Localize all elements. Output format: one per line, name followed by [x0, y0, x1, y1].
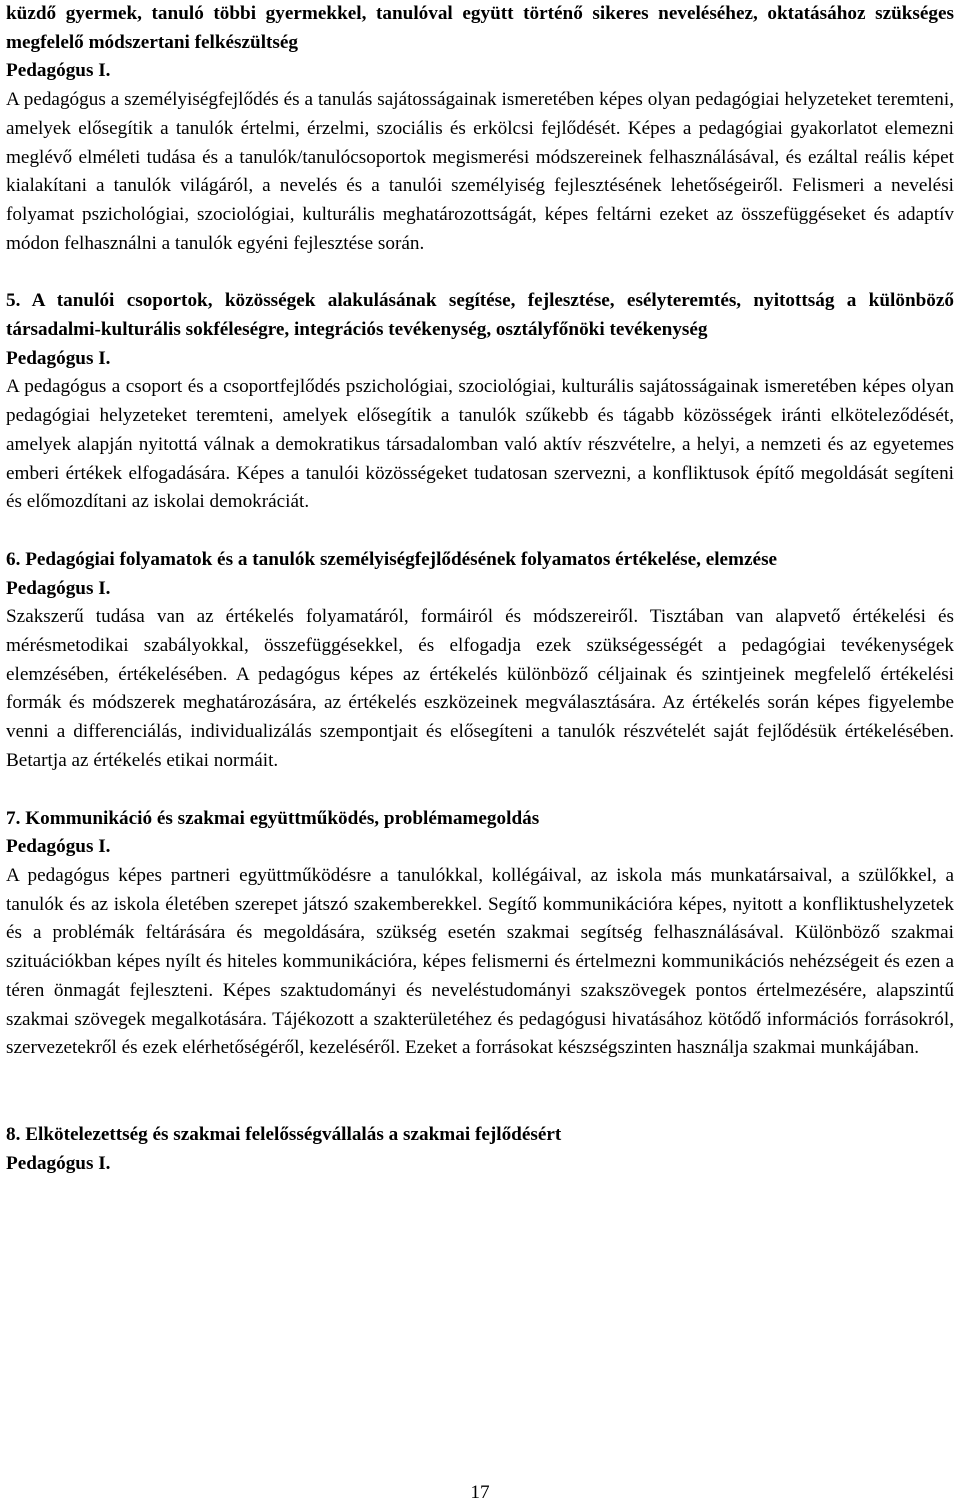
section-7-heading: 7. Kommunikáció és szakmai együttműködés, problémamegoldás [6, 807, 540, 829]
page-number: 17 [470, 1482, 490, 1503]
intro-body: A pedagógus a személyiségfejlődés és a tanulás sajátosságainak ismeretében képes olyan pedagógiai helyzeteket teremteni, amelyek elősegítik a tanulók értelmi, érzelmi, szociális és erkölcsi fejlődését. Képes a pedagógiai gyakorlatot elemezni meglévő elméleti tudása és a tanulók/tanulócsoportok megismerési módszereinek felhasználásával, és ezáltal reális képet kialakítani a tanulók világáról, a nevelés és a tanulói személyiség fejlesztésének lehetőségeiről. Felismeri a nevelési folyamat pszichológiai, szociológiai, kulturális meghatározottságát, képes feltárni ezeket az összefüggéseket és adaptív módon felhasználni a tanulók egyéni fejlesztése során. [6, 89, 954, 254]
spacer [6, 776, 954, 805]
section-6-body: Szakszerű tudása van az értékelés folyamatáról, formáiról és módszereiről. Tisztában van alapvető értékelési és mérésmetodikai szabályokkal, összefüggésekkel, és elfogadja ezek szükségességét a pedagógiai tevékenységek elemzésében, értékelésében. A pedagógus képes az értékelés különböző céljainak és szintjeinek megfelelő értékelési formák és módszerek meghatározására, az értékelés eszközeinek megválasztására. Az értékelés során képes figyelembe venni a differenciálás, individualizálás szempontjait és elősegíteni a tanulók részvételét saját fejlődésük értékelésében. Betartja az értékelés etikai normáit. [6, 606, 954, 771]
section-5-level: Pedagógus I. [6, 347, 111, 369]
section-8-heading: 8. Elkötelezettség és szakmai felelősségvállalás a szakmai fejlődésért [6, 1123, 562, 1145]
document-page [6, 0, 954, 1178]
spacer [6, 1063, 954, 1121]
section-8-level: Pedagógus I. [6, 1152, 111, 1174]
section-7-body: A pedagógus képes partneri együttműködésre a tanulókkal, kollégáival, az iskola más munkatársaival, a szülőkkel, a tanulók és az iskola életében szerepet játszó szakemberekkel. Segítő kommunikációra képes, nyitott a konfliktushelyzetek és a problémák feltárására és megoldására, szükség esetén szakmai segítség felhasználásával. Különböző szakmai szituációkban képes nyílt és hiteles kommunikációra, képes felismerni és értelmezni kommunikációs nehézségeit és ezen a téren önmagát fejleszteni. Képes szaktudományi és neveléstudományi szakszövegek pontos értelmezésére, alapszintű szakmai szövegek megalkotására. Tájékozott a szakterületéhez és pedagógusi hivatásához kötődő információs forrásokról, szervezetekről és ezek elérhetőségéről, kezeléséről. Ezeket a forrásokat készségszinten használja szakmai munkájában. [6, 864, 954, 1059]
spacer [6, 517, 954, 546]
section-6-level: Pedagógus I. [6, 577, 111, 599]
section-6-heading: 6. Pedagógiai folyamatok és a tanulók személyiségfejlődésének folyamatos értékelése, elemzése [6, 548, 778, 570]
spacer [6, 258, 954, 287]
intro-heading: küzdő gyermek, tanuló többi gyermekkel, tanulóval együtt történő sikeres neveléséhez, oktatásához szükséges megfelelő módszertani felkészültség [6, 3, 954, 53]
section-5-body: A pedagógus a csoport és a csoportfejlődés pszichológiai, szociológiai, kulturális sajátosságainak ismeretében képes olyan pedagógiai helyzeteket teremteni, amelyek elősegítik a tanulók szűkebb és tágabb közösségek iránti elköteleződését, amelyek alapján nyitottá válnak a demokratikus társadalomban való aktív részvételre, a helyi, a nemzeti és az egyetemes emberi értékek elfogadására. Képes a tanulói közösségeket tudatosan szervezni, a konfliktusok építő megoldását segíteni és előmozdítani az iskolai demokráciát. [6, 376, 954, 513]
section-5-heading: 5. A tanulói csoportok, közösségek alakulásának segítése, fejlesztése, esélyteremtés, nyitottság a különböző társadalmi-kulturális sokféleségre, integrációs tevékenység, osztályfőnöki tevékenység [6, 290, 954, 341]
section-7-level: Pedagógus I. [6, 836, 111, 858]
intro-level: Pedagógus I. [6, 60, 111, 82]
